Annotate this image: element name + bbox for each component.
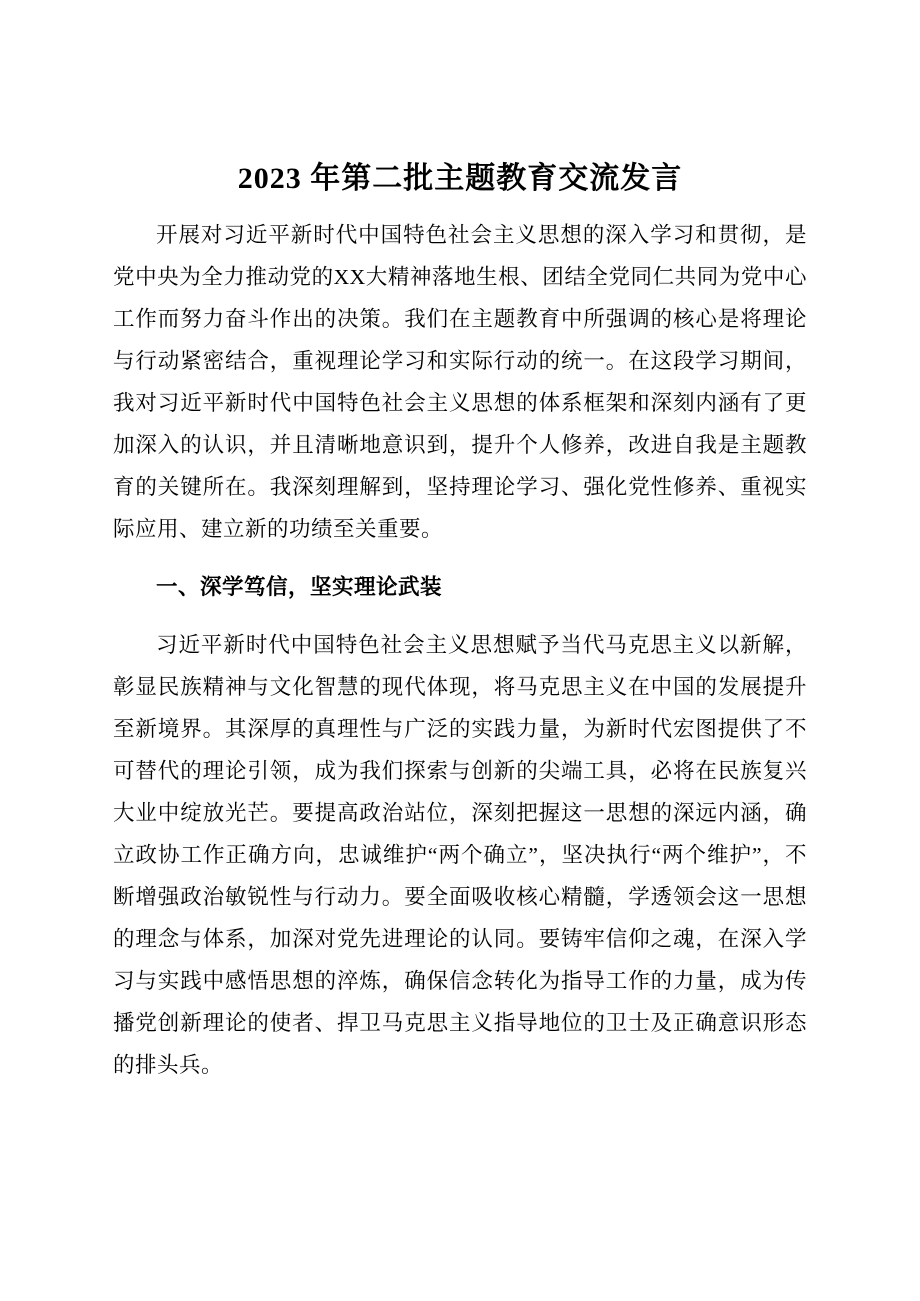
paragraph-intro: 开展对习近平新时代中国特色社会主义思想的深入学习和贯彻，是党中央为全力推动党的XX大精神落地生根、团结全党同仁共同为党中心工作而努力奋斗作出的决策。我们在主题教育中所强调的核心是将理论与行动紧密结合，重视理论学习和实际行动的统一。在这段学习期间，我对习近平新时代中国特色社会主义思想的体系框架和深刻内涵有了更加深入的认识，并且清晰地意识到，提升个人修养，改进自我是主题教育的关键所在。我深刻理解到，坚持理论学习、强化党性修养、重视实际应用、建立新的功绩至关重要。: [113, 223, 807, 541]
section-heading-1: 一、深学笃信，坚实理论武装: [156, 575, 443, 599]
document-title: 2023 年第二批主题教育交流发言: [237, 162, 683, 195]
paragraph-section-1: 习近平新时代中国特色社会主义思想赋予当代马克思主义以新解，彰显民族精神与文化智慧的现代体现，将马克思主义在中国的发展提升至新境界。其深厚的真理性与广泛的实践力量，为新时代宏图提供了不可替代的理论引领，成为我们探索与创新的尖端工具，必将在民族复兴大业中绽放光芒。要提高政治站位，深刻把握这一思想的深远内涵，确立政协工作正确方向，忠诚维护“两个确立”，坚决执行“两个维护”，不断增强政治敏锐性与行动力。要全面吸收核心精髓，学透领会这一思想的理念与体系，加深对党先进理论的认同。要铸牢信仰之魂，在深入学习与实践中感悟思想的淬炼，确保信念转化为指导工作的力量，成为传播党创新理论的使者、捍卫马克思主义指导地位的卫士及正确意识形态的排头兵。: [113, 633, 807, 1077]
